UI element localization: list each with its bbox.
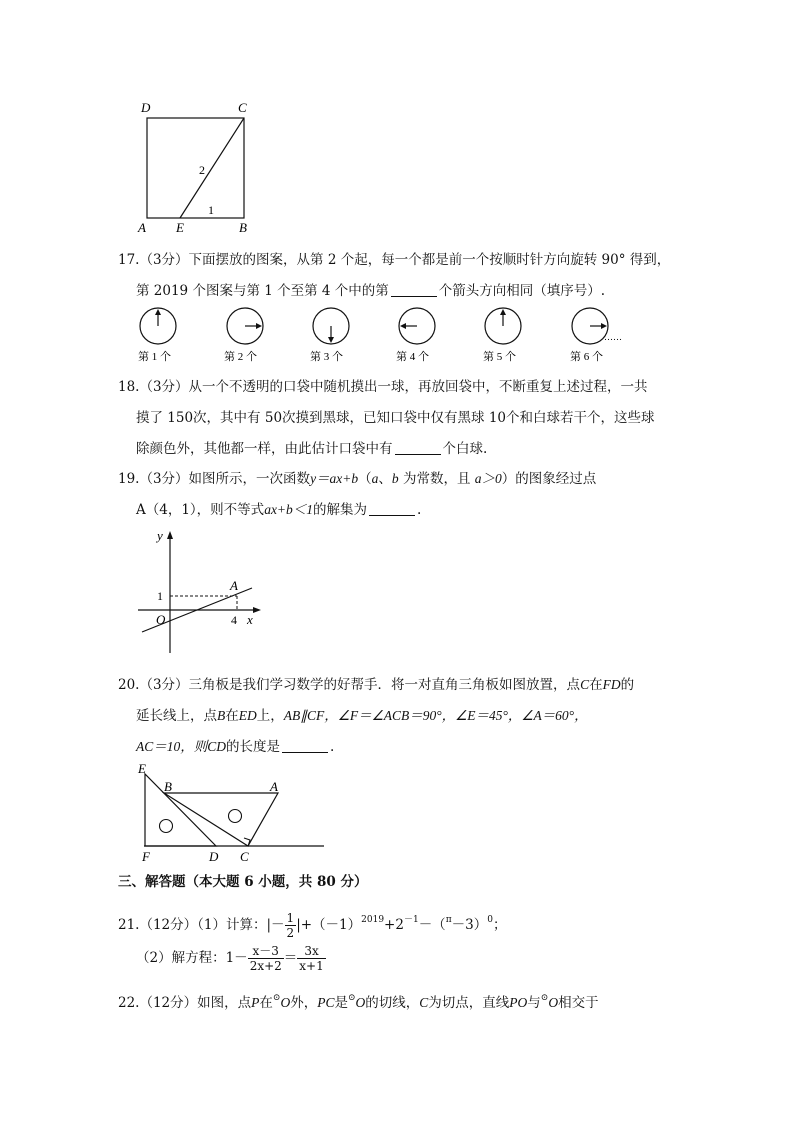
- q20-line2-a: 延长线上，点: [136, 708, 217, 724]
- q20-line1-b: 在: [589, 677, 603, 693]
- q20-line3-c: .: [330, 739, 335, 755]
- q19-line2-a: A（4，1），则不等式: [136, 502, 265, 518]
- fig-label-1: 第 1 个: [138, 351, 171, 363]
- exp-2019: 2019: [361, 915, 385, 925]
- point-a-label: A: [230, 578, 238, 593]
- q19-answer-blank[interactable]: [369, 501, 415, 516]
- label-c: C: [240, 849, 249, 864]
- q20-line3-a: AC＝10，则: [136, 739, 208, 754]
- q21-p1-c: +2: [384, 917, 404, 933]
- q17-line2-a: 第 2019 个图案与第 1 个至第 4 个中的第: [136, 283, 389, 299]
- fig-label-3: 第 3 个: [310, 351, 343, 363]
- q21-part1: [118, 905, 506, 940]
- q19-sep: 、: [378, 471, 392, 487]
- q22-c: 外，: [290, 995, 318, 1011]
- q20-line2: [136, 706, 588, 726]
- label-d: D: [209, 849, 219, 864]
- square-figure: [135, 98, 265, 238]
- q22-line1: [118, 988, 599, 1013]
- q22-p: P: [251, 995, 260, 1010]
- q19-line2: [136, 500, 421, 520]
- exp-minus-1: －1: [403, 915, 419, 925]
- q21-p1-f: ；: [492, 917, 507, 933]
- q22-o3: O: [548, 995, 559, 1010]
- q19-line1-c: 为常数，且: [398, 471, 475, 487]
- q22-g: 与: [527, 995, 541, 1011]
- q20-cd: CD: [207, 739, 227, 754]
- q21-p2-b: ＝: [283, 950, 298, 966]
- q20-line1: [118, 675, 634, 695]
- origin-label: O: [156, 612, 166, 627]
- q21-p1-d: －（: [418, 917, 446, 933]
- label-f: F: [142, 849, 150, 864]
- q19-condition: a＞0: [474, 471, 502, 486]
- frac3-den: x+1: [299, 959, 324, 973]
- circle-symbol-3: ⊙: [540, 993, 549, 1003]
- angle-1-label: 1: [208, 203, 214, 217]
- label-b: B: [239, 220, 247, 235]
- q20-point-b: B: [217, 708, 226, 723]
- fig-label-6: 第 6 个: [570, 351, 603, 363]
- axis-y-label: y: [157, 528, 163, 543]
- fraction-half: [285, 911, 297, 940]
- q17-line2-b: 个箭头方向相同（填序号）.: [438, 283, 606, 299]
- arrow-figure-3: [313, 308, 349, 344]
- q22-d: 是: [334, 995, 348, 1011]
- q18-line1: 18.（3分）从一个不透明的口袋中随机摸出一球，再放回袋中，不断重复上述过程，一共: [118, 379, 648, 395]
- q20-conditions: AB∥CF，∠F＝∠ACB＝90°，∠E＝45°，∠A＝60°，: [283, 708, 588, 723]
- q20-line1-a: 20.（3分）三角板是我们学习数学的好帮手．将一对直角三角板如图放置，点: [118, 677, 581, 693]
- q22-e: 的切线，: [365, 995, 420, 1011]
- q19-paren: （: [358, 471, 372, 487]
- q20-fd: FD: [602, 677, 621, 692]
- frac3-num: 3x: [297, 944, 325, 959]
- circle-symbol-2: ⊙: [347, 993, 356, 1003]
- q19-var-b: b: [391, 471, 399, 486]
- linear-function-graph: [136, 528, 266, 658]
- q20-point-c: C: [580, 677, 590, 692]
- q20-line3-b: 的长度是: [226, 739, 281, 755]
- q20-line3: [136, 737, 334, 757]
- q19-line1: [118, 469, 596, 489]
- frac2-den: 2x+2: [249, 959, 282, 973]
- q18-line3-a: 除颜色外，其他都一样，由此估计口袋中有: [136, 441, 393, 457]
- fig-label-4: 第 4 个: [396, 351, 429, 363]
- q21-part2: [136, 942, 326, 974]
- frac1-den: 2: [286, 926, 295, 940]
- q20-line1-c: 的: [620, 677, 635, 693]
- q19-var-a: a: [371, 471, 379, 486]
- q22-pc: PC: [317, 995, 335, 1010]
- q22-h: 相交于: [558, 995, 599, 1011]
- frac1-num: 1: [286, 911, 295, 925]
- axis-x-label: x: [247, 612, 253, 627]
- q21-p1-b: |+（－1）: [296, 917, 362, 933]
- q21-p1-e: －3）: [451, 917, 488, 933]
- circle-symbol-1: ⊙: [272, 993, 281, 1003]
- q17-line1: 17.（3分）下面摆放的图案，从第 2 个起，每一个都是前一个按顺时针方向旋转 90° 得到，: [118, 252, 671, 268]
- q17-line2: [136, 281, 605, 301]
- arrow-figure-5: [485, 308, 521, 344]
- q19-inequality: ax+b＜1: [264, 502, 314, 517]
- q22-f: 为切点，直线: [428, 995, 510, 1011]
- label-c: C: [238, 100, 247, 115]
- q18-line2: 摸了 150次，其中有 50次摸到黑球，已知口袋中仅有黑球 10个和白球若干个，这些球: [136, 410, 655, 426]
- arrow-sequence-figure: [130, 302, 630, 364]
- label-b: B: [164, 779, 172, 794]
- label-e: E: [138, 761, 146, 776]
- arrow-figure-1: [140, 308, 176, 344]
- q22-o2: O: [355, 995, 366, 1010]
- q20-answer-blank[interactable]: [282, 738, 328, 753]
- frac2-num: x－3: [248, 944, 284, 959]
- q21-p2-a: （2）解方程：1－: [136, 950, 248, 966]
- q19-line2-c: .: [417, 502, 422, 518]
- q22-a: 22.（12分）如图，点: [118, 995, 252, 1011]
- triangle-rulers-figure: [136, 760, 336, 866]
- q19-line1-a: 19.（3分）如图所示，一次函数: [118, 471, 311, 487]
- fraction-right: [297, 944, 325, 973]
- q22-c-point: C: [419, 995, 429, 1010]
- fraction-left: [248, 944, 284, 973]
- q19-line2-b: 的解集为: [313, 502, 368, 518]
- q21-p1-a: 21.（12分）（1）计算：|－: [118, 917, 285, 933]
- q22-po: PO: [509, 995, 528, 1010]
- angle-2-label: 2: [199, 163, 205, 177]
- exp-0: 0: [487, 915, 493, 925]
- q18-line3-b: 个白球.: [442, 441, 488, 457]
- fig-label-5: 第 5 个: [483, 351, 516, 363]
- q17-answer-blank[interactable]: [391, 282, 437, 297]
- q18-answer-blank[interactable]: [395, 440, 441, 455]
- label-a: A: [138, 220, 146, 235]
- label-e: E: [176, 220, 184, 235]
- q19-line1-d: ）的图象经过点: [501, 471, 597, 487]
- q18-line3: [136, 439, 487, 459]
- section-3-title: 三、解答题（本大题 6 小题，共 80 分）: [118, 874, 368, 890]
- pi-symbol: π: [445, 915, 452, 925]
- ellipsis: ……: [604, 332, 622, 342]
- arrow-figure-4: [399, 308, 435, 344]
- q22-b: 在: [259, 995, 273, 1011]
- fig-label-2: 第 2 个: [224, 351, 257, 363]
- q20-ed: ED: [238, 708, 257, 723]
- q20-line2-b: 在: [225, 708, 239, 724]
- arrow-figure-2: [227, 308, 263, 344]
- label-d: D: [141, 100, 151, 115]
- q20-line2-c: 上，: [256, 708, 284, 724]
- tick-4-label: 4: [231, 613, 237, 627]
- q22-o1: O: [280, 995, 291, 1010]
- label-a: A: [270, 779, 278, 794]
- arrow-figure-6: [572, 308, 608, 344]
- q19-function: y＝ax+b: [310, 471, 359, 486]
- tick-1-label: 1: [157, 589, 163, 603]
